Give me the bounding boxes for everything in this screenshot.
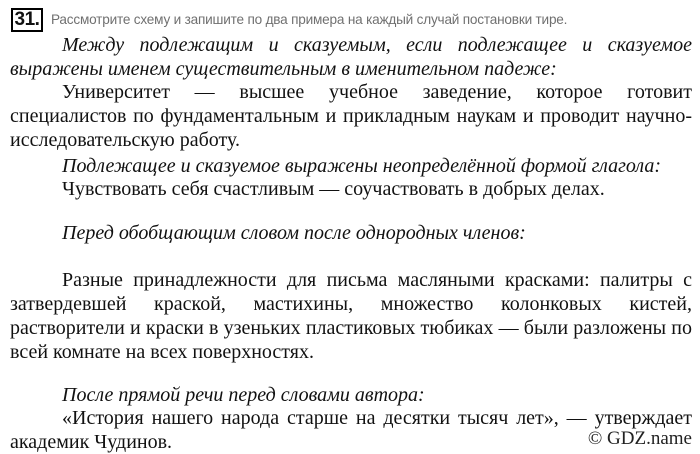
section-1-heading: Между подлежащим и сказуемым, если подлежащее и сказуемое выражены именем существительным в именительном падеже: xyxy=(10,34,692,80)
section-4-example: «История нашего народа старше на десятки тысяч лет», — утверждает академик Чудинов. xyxy=(10,407,692,453)
task-number-box: 31. xyxy=(11,8,43,32)
section-3-example: Разные принадлежности для письма масляными красками: палитры с затвердевшей краской, мастихины, множество колонковых кистей, растворители и краски в узеньких пластиковых тюбиках — были разложены по всей комнате на всех поверхностях. xyxy=(10,269,692,363)
task-instruction: Рассмотрите схему и запишите по два примера на каждый случай постановки тире. xyxy=(51,12,568,27)
watermark: © GDZ.name xyxy=(587,428,692,449)
section-2-example: Чувствовать себя счастливым — соучаствовать в добрых делах. xyxy=(62,178,605,200)
section-4-heading: После прямой речи перед словами автора: xyxy=(62,384,425,406)
section-1-example: Университет — высшее учебное заведение, которое готовит специалистов по фундаментальным и прикладным наукам и проводит научно-исследовательскую работу. xyxy=(10,81,692,151)
section-3-heading: Перед обобщающим словом после однородных членов: xyxy=(62,222,526,244)
section-2-heading: Подлежащее и сказуемое выражены неопределённой формой глагола: xyxy=(62,155,662,177)
